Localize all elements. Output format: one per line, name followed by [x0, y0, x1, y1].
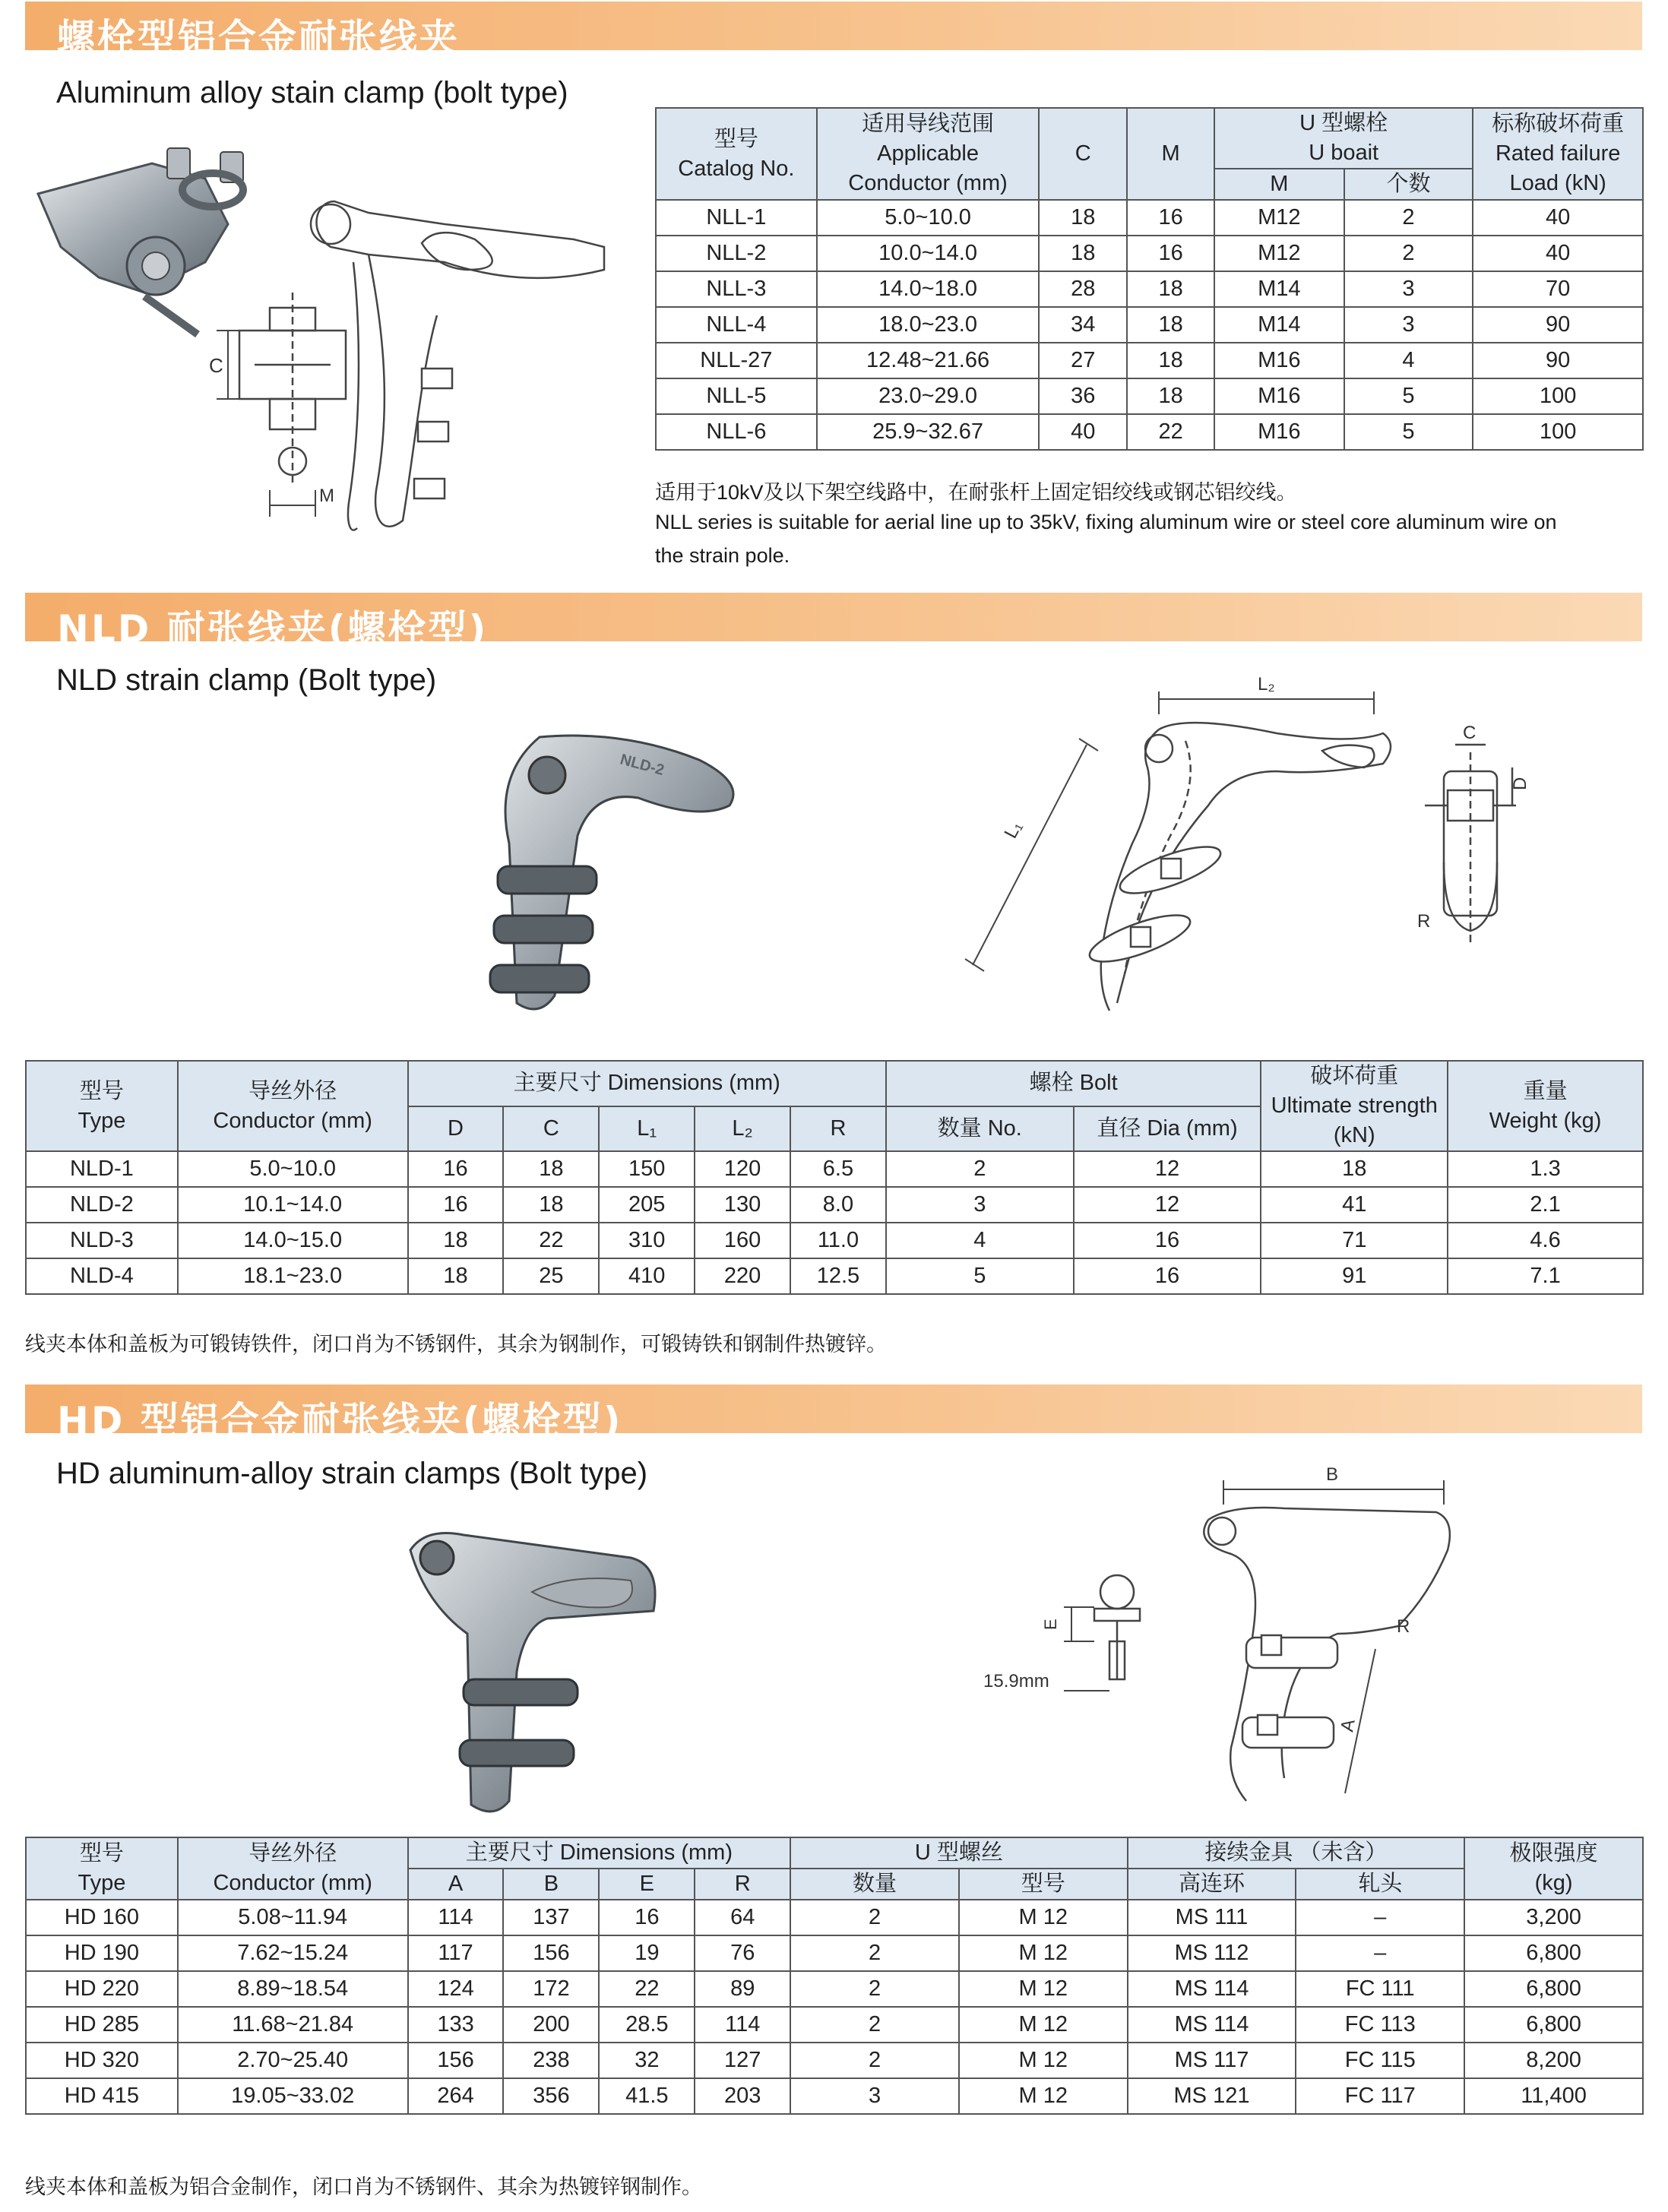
table-cell: FC 111 [1296, 1971, 1464, 2007]
table-cell: 18 [1127, 307, 1214, 343]
table-cell: 2 [790, 2043, 959, 2078]
table-cell: M14 [1214, 307, 1344, 343]
table-cell: 18 [1127, 343, 1214, 378]
table-cell: M14 [1214, 271, 1344, 307]
section-title: 螺栓型铝合金耐张线夹 [57, 16, 460, 60]
table-cell: 41.5 [599, 2078, 695, 2114]
section-subtitle: NLD strain clamp (Bolt type) [56, 663, 437, 697]
table-cell: M 12 [959, 2007, 1128, 2043]
header-ubolt-m: M [1214, 169, 1344, 200]
table-cell: 117 [408, 1935, 504, 1971]
header-bolt-dia: 直径 Dia (mm) [1074, 1106, 1261, 1152]
table-cell: 12 [1074, 1151, 1261, 1187]
nld-spec-table [25, 1060, 1644, 1295]
table-cell: 6,800 [1464, 1971, 1643, 2007]
table-cell: HD 285 [26, 2007, 178, 2043]
header-dimensions: 主要尺寸 Dimensions (mm) [408, 1837, 791, 1869]
section-title: NLD 耐张线夹(螺栓型) [57, 607, 489, 651]
table-cell: 90 [1473, 343, 1643, 378]
table-cell: 19.05~33.02 [178, 2078, 408, 2114]
table-cell: FC 113 [1296, 2007, 1464, 2043]
table-cell: 137 [503, 1900, 599, 1935]
table-cell: HD 220 [26, 1971, 178, 2007]
table-cell: 90 [1473, 307, 1643, 343]
table-cell: 18 [503, 1187, 599, 1223]
table-cell: 205 [599, 1187, 695, 1223]
table-cell: NLL-6 [656, 414, 817, 450]
table-cell: 7.62~15.24 [178, 1935, 408, 1971]
table-cell: NLL-4 [656, 307, 817, 343]
table-cell: MS 114 [1128, 2007, 1296, 2043]
table-cell: 11,400 [1464, 2078, 1643, 2114]
header-b: B [503, 1869, 599, 1900]
table-cell: 2 [886, 1151, 1074, 1187]
header-fittings: 接续金具 （未含） [1128, 1837, 1465, 1869]
table-cell: 124 [408, 1971, 504, 2007]
header-ubolt-count: 个数 [1344, 169, 1473, 200]
table-cell: 16 [408, 1187, 504, 1223]
table-cell: 160 [695, 1223, 790, 1258]
table-cell: 18 [503, 1151, 599, 1187]
header-type: 型号 Type [26, 1061, 178, 1151]
table-cell: 2 [790, 1900, 959, 1935]
dim-label-15-9mm: 15.9mm [983, 1671, 1049, 1691]
table-cell: NLL-3 [656, 271, 817, 307]
table-cell: 5.08~11.94 [178, 1900, 408, 1935]
table-cell: 2 [790, 2007, 959, 2043]
table-cell: 40 [1039, 414, 1127, 450]
table-cell: 12.5 [790, 1258, 886, 1294]
table-row [656, 236, 1643, 271]
table-cell: 156 [503, 1935, 599, 1971]
table-row [26, 1151, 1643, 1187]
table-cell: HD 415 [26, 2078, 178, 2114]
header-c: C [503, 1106, 599, 1152]
table-cell: 114 [695, 2007, 790, 2043]
table-cell: 4 [1344, 343, 1473, 378]
table-cell: 16 [1074, 1258, 1261, 1294]
table-cell: 18.0~23.0 [817, 307, 1040, 343]
table-cell: 18 [1039, 236, 1127, 271]
header-ubolt-qty: 数量 [790, 1869, 959, 1900]
table-row [26, 1187, 1643, 1223]
table-cell: 3,200 [1464, 1900, 1643, 1935]
nll-note-en-1: NLL series is suitable for aerial line up to 35kV, fixing aluminum wire or steel core aluminum wire on [655, 511, 1557, 533]
table-cell: 18 [1127, 378, 1214, 414]
table-cell: 4.6 [1448, 1223, 1643, 1258]
table-cell: 410 [599, 1258, 695, 1294]
table-cell: 2 [1344, 236, 1473, 271]
header-type: 型号 Type [26, 1837, 178, 1900]
table-cell: 6.5 [790, 1151, 886, 1187]
table-cell: M12 [1214, 200, 1344, 236]
nld-note-zh: 线夹本体和盖板为可锻铸铁件，闭口肖为不锈钢件，其余为钢制作，可锻铸铁和钢制件热镀锌。 [25, 1333, 887, 1356]
table-cell: 2 [790, 1935, 959, 1971]
table-cell: M16 [1214, 343, 1344, 378]
table-cell: 127 [695, 2043, 790, 2078]
table-cell: 16 [1127, 200, 1214, 236]
table-cell: M16 [1214, 414, 1344, 450]
table-cell: 200 [503, 2007, 599, 2043]
nld-clamp-photo [426, 691, 760, 1026]
table-cell: 100 [1473, 378, 1643, 414]
table-cell: 5 [1344, 414, 1473, 450]
dim-label-a: A [1337, 1717, 1359, 1734]
table-cell: 10.1~14.0 [178, 1187, 408, 1223]
header-strength: 极限强度 (kg) [1464, 1837, 1643, 1900]
dim-label-r: R [1417, 911, 1431, 932]
table-row [26, 2007, 1643, 2043]
table-cell: 27 [1039, 343, 1127, 378]
table-cell: 150 [599, 1151, 695, 1187]
table-cell: 10.0~14.0 [817, 236, 1040, 271]
header-weight: 重量 Weight (kg) [1448, 1061, 1643, 1151]
table-cell: 156 [408, 2043, 504, 2078]
table-cell: 356 [503, 2078, 599, 2114]
header-strength: 破坏荷重 Ultimate strength (kN) [1261, 1061, 1448, 1151]
section-subtitle: HD aluminum-alloy strain clamps (Bolt type) [56, 1457, 648, 1490]
photo-stamp: NLD-2 [618, 751, 666, 780]
header-e: E [599, 1869, 695, 1900]
table-row [26, 1935, 1643, 1971]
table-cell: M 12 [959, 1900, 1128, 1935]
table-row [26, 2078, 1643, 2114]
table-cell: 238 [503, 2043, 599, 2078]
header-l1: L₁ [599, 1106, 695, 1152]
dim-label-l2: L₂ [1258, 674, 1275, 695]
table-cell: 6,800 [1464, 2007, 1643, 2043]
table-cell: M 12 [959, 2043, 1128, 2078]
table-cell: M 12 [959, 2078, 1128, 2114]
table-row [26, 2043, 1643, 2078]
header-l2: L₂ [695, 1106, 790, 1152]
table-cell: 3 [790, 2078, 959, 2114]
header-m: M [1127, 108, 1214, 200]
dim-label-c: C [1463, 723, 1477, 743]
section-subtitle: Aluminum alloy stain clamp (bolt type) [56, 76, 568, 109]
table-cell: 71 [1261, 1223, 1448, 1258]
table-cell: – [1296, 1900, 1464, 1935]
table-cell: 220 [695, 1258, 790, 1294]
table-cell: 91 [1261, 1258, 1448, 1294]
table-cell: 133 [408, 2007, 504, 2043]
table-cell: 8.89~18.54 [178, 1971, 408, 2007]
nll-dimension-drawing [194, 179, 619, 566]
table-cell: 18 [1039, 200, 1127, 236]
table-cell: 12 [1074, 1187, 1261, 1223]
dim-label-m: M [319, 486, 334, 506]
table-cell: NLD-2 [26, 1187, 178, 1223]
table-cell: 100 [1473, 414, 1643, 450]
table-cell: 14.0~15.0 [178, 1223, 408, 1258]
table-cell: 5.0~10.0 [817, 200, 1040, 236]
table-cell: 22 [599, 1971, 695, 2007]
table-cell: M 12 [959, 1935, 1128, 1971]
table-cell: 120 [695, 1151, 790, 1187]
table-cell: NLL-1 [656, 200, 817, 236]
table-cell: 36 [1039, 378, 1127, 414]
table-row [26, 1258, 1643, 1294]
table-cell: 40 [1473, 236, 1643, 271]
table-cell: 76 [695, 1935, 790, 1971]
table-cell: 22 [503, 1223, 599, 1258]
table-cell: 11.0 [790, 1223, 886, 1258]
table-cell: MS 121 [1128, 2078, 1296, 2114]
table-cell: 130 [695, 1187, 790, 1223]
table-cell: 264 [408, 2078, 504, 2114]
header-a: A [408, 1869, 504, 1900]
table-cell: 1.3 [1448, 1151, 1643, 1187]
table-cell: 3 [1344, 307, 1473, 343]
dim-label-l1: L₁ [1000, 818, 1027, 842]
table-row [656, 307, 1643, 343]
table-cell: 3 [886, 1187, 1074, 1223]
table-cell: MS 112 [1128, 1935, 1296, 1971]
header-conductor: 导丝外径 Conductor (mm) [178, 1837, 408, 1900]
table-cell: 12.48~21.66 [817, 343, 1040, 378]
table-row [656, 271, 1643, 307]
table-cell: 28 [1039, 271, 1127, 307]
header-conductor: 导丝外径 Conductor (mm) [178, 1061, 408, 1151]
table-cell: M 12 [959, 1971, 1128, 2007]
header-model: 型号 Catalog No. [656, 108, 817, 200]
table-cell: 2 [790, 1971, 959, 2007]
table-cell: 18.1~23.0 [178, 1258, 408, 1294]
table-cell: HD 190 [26, 1935, 178, 1971]
table-cell: 28.5 [599, 2007, 695, 2043]
table-cell: 64 [695, 1900, 790, 1935]
table-cell: 41 [1261, 1187, 1448, 1223]
table-cell: NLD-4 [26, 1258, 178, 1294]
nld-dimension-drawing [957, 669, 1565, 1026]
table-row [26, 1971, 1643, 2007]
table-cell: NLD-3 [26, 1223, 178, 1258]
table-cell: 18 [1261, 1151, 1448, 1187]
nll-note-zh: 适用于10kV及以下架空线路中，在耐张杆上固定铝绞线或钢芯铝绞线。 [655, 481, 1297, 504]
header-bolt: 螺栓 Bolt [886, 1061, 1261, 1106]
table-cell: 114 [408, 1900, 504, 1935]
table-cell: 19 [599, 1935, 695, 1971]
hd-dimension-drawing [980, 1459, 1482, 1831]
table-cell: 16 [599, 1900, 695, 1935]
section-header-nld [25, 593, 1642, 651]
table-cell: 8,200 [1464, 2043, 1643, 2078]
header-ubolt-model: 型号 [959, 1869, 1128, 1900]
table-cell: – [1296, 1935, 1464, 1971]
header-load: 标称破坏荷重 Rated failure Load (kN) [1473, 108, 1643, 200]
table-cell: 16 [1074, 1223, 1261, 1258]
header-c: C [1039, 108, 1127, 200]
table-row [26, 1900, 1643, 1935]
table-row [656, 414, 1643, 450]
table-cell: 18 [408, 1223, 504, 1258]
section-header-nll [25, 2, 1642, 60]
table-cell: 16 [1127, 236, 1214, 271]
header-bolt-no: 数量 No. [886, 1106, 1074, 1152]
header-ubolt: U 型螺栓 U boait [1214, 108, 1473, 169]
header-link: 高连环 [1128, 1869, 1296, 1900]
section-header-hd [25, 1384, 1642, 1443]
table-cell: 5.0~10.0 [178, 1151, 408, 1187]
nll-spec-table [655, 107, 1644, 451]
table-cell: MS 117 [1128, 2043, 1296, 2078]
table-cell: 32 [599, 2043, 695, 2078]
table-cell: NLD-1 [26, 1151, 178, 1187]
table-cell: 2.1 [1448, 1187, 1643, 1223]
table-cell: 16 [408, 1151, 504, 1187]
table-cell: MS 114 [1128, 1971, 1296, 2007]
table-cell: 34 [1039, 307, 1127, 343]
table-cell: 22 [1127, 414, 1214, 450]
table-cell: M12 [1214, 236, 1344, 271]
table-cell: NLL-27 [656, 343, 817, 378]
table-cell: 8.0 [790, 1187, 886, 1223]
table-cell: 40 [1473, 200, 1643, 236]
table-cell: FC 115 [1296, 2043, 1464, 2078]
table-cell: 6,800 [1464, 1935, 1643, 1971]
table-cell: 5 [886, 1258, 1074, 1294]
table-cell: NLL-5 [656, 378, 817, 414]
header-r: R [790, 1106, 886, 1152]
hd-spec-table [25, 1837, 1644, 2115]
table-cell: 310 [599, 1223, 695, 1258]
dim-label-d: D [1510, 777, 1530, 790]
table-cell: 18 [408, 1258, 504, 1294]
table-row [656, 200, 1643, 236]
table-cell: 7.1 [1448, 1258, 1643, 1294]
header-ubolt: U 型螺丝 [790, 1837, 1127, 1869]
table-cell: 89 [695, 1971, 790, 2007]
table-cell: 23.0~29.0 [817, 378, 1040, 414]
table-cell: 2.70~25.40 [178, 2043, 408, 2078]
dim-label-b: B [1326, 1464, 1339, 1485]
section-title: HD 型铝合金耐张线夹(螺栓型) [57, 1399, 623, 1443]
hd-note-zh: 线夹本体和盖板为铝合金制作，闭口肖为不锈钢件、其余为热镀锌钢制作。 [25, 2176, 702, 2198]
table-cell: HD 160 [26, 1900, 178, 1935]
header-d: D [408, 1106, 504, 1152]
table-cell: 172 [503, 1971, 599, 2007]
table-cell: HD 320 [26, 2043, 178, 2078]
table-cell: FC 117 [1296, 2078, 1464, 2114]
table-row [26, 1223, 1643, 1258]
table-cell: 25 [503, 1258, 599, 1294]
table-cell: 25.9~32.67 [817, 414, 1040, 450]
header-clamp-head: 轧头 [1296, 1869, 1464, 1900]
table-cell: 5 [1344, 378, 1473, 414]
table-cell: 14.0~18.0 [817, 271, 1040, 307]
table-cell: 2 [1344, 200, 1473, 236]
table-cell: 18 [1127, 271, 1214, 307]
table-row [656, 343, 1643, 378]
dim-label-e: E [1041, 1619, 1060, 1630]
table-cell: 4 [886, 1223, 1074, 1258]
table-cell: 11.68~21.84 [178, 2007, 408, 2043]
header-conductor: 适用导线范围 Applicable Conductor (mm) [817, 108, 1040, 200]
table-cell: NLL-2 [656, 236, 817, 271]
header-r: R [695, 1869, 790, 1900]
table-cell: M16 [1214, 378, 1344, 414]
nll-note-en-2: the strain pole. [655, 544, 790, 567]
hd-clamp-photo [395, 1520, 699, 1824]
dim-label-c: C [209, 354, 223, 377]
table-cell: 3 [1344, 271, 1473, 307]
table-cell: 70 [1473, 271, 1643, 307]
table-cell: MS 111 [1128, 1900, 1296, 1935]
table-row [656, 378, 1643, 414]
dim-label-r: R [1397, 1616, 1410, 1637]
table-cell: 203 [695, 2078, 790, 2114]
header-dimensions: 主要尺寸 Dimensions (mm) [408, 1061, 886, 1106]
